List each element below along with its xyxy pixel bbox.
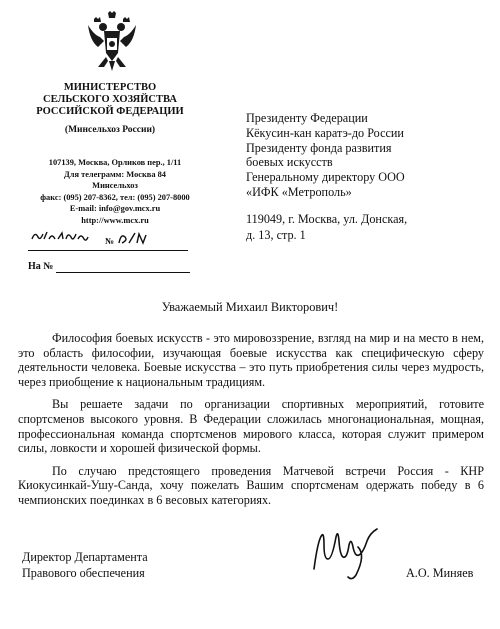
salutation: Уважаемый Михаил Викторович! <box>161 300 339 314</box>
contact-website: http://www.mcx.ru <box>81 215 149 225</box>
body-paragraph: Философия боевых искусств - это мировоззрение, взгляд на мир и на место в нем, это область философии, изучающая боевые искусства как специфическую сферу деятельности человека. Боевые искусства – это путь приобретения силы через мудрость, через приобщение к национальным традициям. <box>18 331 484 389</box>
recipient-line: Президенту Федерации <box>246 111 368 125</box>
coat-of-arms-emblem <box>84 11 140 73</box>
recipient-line: Президенту фонда развития <box>246 140 392 155</box>
body-paragraph: По случаю предстоящего проведения Матчевой встречи Россия - КНР Киокусинкай-Ушу-Санда, хочу пожелать Вашим спортсменам одержать победу в 6 чемпионских поединках в 6 весовых категориях. <box>18 463 484 507</box>
reference-number-label: На № <box>28 261 54 272</box>
registration-number-label: № <box>105 236 115 246</box>
recipient-line: Кёкусин-кан каратэ-до России <box>246 125 404 140</box>
ministry-name: МИНИСТЕРСТВО СЕЛЬСКОГО ХОЗЯЙСТВА РОССИЙСКОЙ ФЕДЕРАЦИИ <box>36 82 184 117</box>
contact-telegram-code: Минсельхоз <box>92 181 138 191</box>
contact-address: 107139, Москва, Орликов пер., 1/11 <box>48 158 182 167</box>
recipient-line: Генеральному директору ООО <box>246 170 405 185</box>
contact-phone-fax: факс: (095) 207-8362, тел: (095) 207-8000 <box>40 192 190 202</box>
recipient-line: «ИФК «Метрополь» <box>246 184 352 199</box>
contact-telegram: Для телеграмм: Москва 84 <box>64 169 166 179</box>
recipient-block <box>246 111 405 200</box>
handwritten-number <box>115 229 153 247</box>
letter-body <box>18 331 484 516</box>
recipient-line: боевых искусств <box>246 155 333 170</box>
registration-underline <box>28 250 188 251</box>
ministry-short-name: (Минсельхоз России) <box>64 125 156 135</box>
recipient-address: 119049, г. Москва, ул. Донская, д. 13, стр. 1 <box>246 212 408 242</box>
signer-name: А.О. Миняев <box>406 566 474 580</box>
signer-title: Директор Департамента Правового обеспечения <box>22 550 148 580</box>
handwritten-signature <box>300 525 390 583</box>
body-paragraph: Вы решаете задачи по организации спортивных мероприятий, готовите спортсменов высокого уровня. В Федерации сложилась многонациональная, мощная, профессиональная команда спортсменов мирового класса, которая служит примером силы, ловкости и хорошей физической формы. <box>18 397 484 456</box>
reference-underline <box>56 272 190 273</box>
ministry-contacts <box>20 157 210 227</box>
contact-email: E-mail: info@gov.mcx.ru <box>69 204 161 214</box>
handwritten-date <box>30 227 90 245</box>
